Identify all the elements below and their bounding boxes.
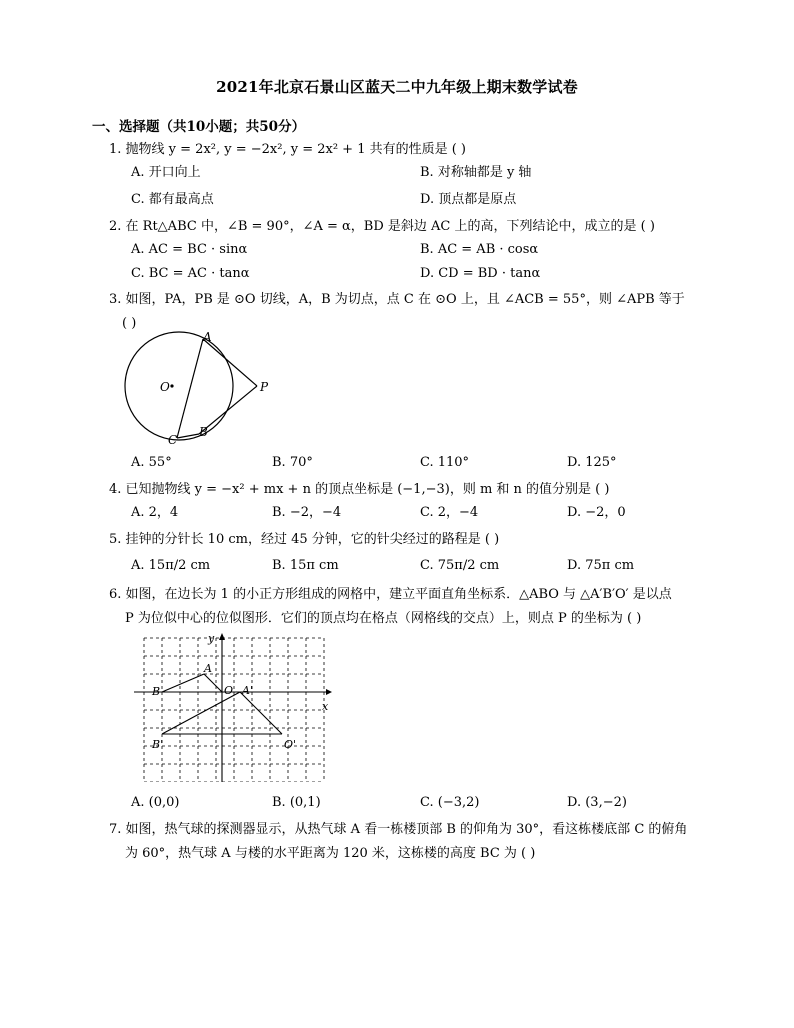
fig3-label-a: A bbox=[203, 330, 212, 344]
fig3-label-o: O bbox=[160, 380, 170, 394]
q5-option-b: B. 15π cm bbox=[272, 558, 339, 573]
section-heading: 一、选择题（共10小题；共50分） bbox=[92, 119, 306, 135]
q2-option-d: D. CD = BD · tanα bbox=[420, 266, 541, 281]
q3-option-a: A. 55° bbox=[131, 455, 172, 470]
fig6-label-b: B bbox=[152, 685, 161, 698]
question-6-stem-cont: P 为位似中心的位似图形．它们的顶点均在格点（网格线的交点）上，则点 P 的坐标为 ( ) bbox=[125, 611, 642, 626]
page-title: 2021年北京石景山区蓝天二中九年级上期末数学试卷 bbox=[216, 78, 578, 96]
q1-option-a: A. 开口向上 bbox=[131, 165, 201, 180]
question-7-stem: 7. 如图，热气球的探测器显示，从热气球 A 看一栋楼顶部 B 的仰角为 30°，看这栋楼底部 C 的俯角 bbox=[109, 822, 688, 837]
fig6-label-y: y bbox=[208, 632, 215, 645]
q6-option-d: D. (3,−2) bbox=[567, 795, 627, 810]
question-6-stem: 6. 如图，在边长为 1 的小正方形组成的网格中，建立平面直角坐标系．△ABO 与 △A′B′O′ 是以点 bbox=[109, 587, 672, 602]
fig6-label-a-prime: A' bbox=[242, 684, 253, 697]
q6-option-c: C. (−3,2) bbox=[420, 795, 480, 810]
q6-option-b: B. (0,1) bbox=[272, 795, 321, 810]
fig6-label-a: A bbox=[204, 662, 212, 675]
question-1-stem: 1. 抛物线 y = 2x², y = −2x², y = 2x² + 1 共有的性质是 ( ) bbox=[109, 142, 467, 157]
q3-option-b: B. 70° bbox=[272, 455, 313, 470]
question-3-stem-cont: ( ) bbox=[122, 316, 137, 331]
fig6-label-o: O bbox=[224, 684, 234, 697]
q2-option-b: B. AC = AB · cosα bbox=[420, 242, 539, 257]
question-2-stem: 2. 在 Rt△ABC 中，∠B = 90°，∠A = α，BD 是斜边 AC 上的高，下列结论中，成立的是 ( ) bbox=[109, 219, 655, 234]
q4-option-d: D. −2，0 bbox=[567, 505, 626, 520]
question-7-stem-cont: 为 60°，热气球 A 与楼的水平距离为 120 米，这栋楼的高度 BC 为 ( ) bbox=[125, 846, 536, 861]
q5-option-d: D. 75π cm bbox=[567, 558, 635, 573]
q1-option-b: B. 对称轴都是 y 轴 bbox=[420, 165, 532, 180]
q3-option-c: C. 110° bbox=[420, 455, 470, 470]
q5-option-c: C. 75π/2 cm bbox=[420, 558, 500, 573]
q1-option-c: C. 都有最高点 bbox=[131, 192, 214, 207]
q2-option-a: A. AC = BC · sinα bbox=[131, 242, 248, 257]
question-5-stem: 5. 挂钟的分针长 10 cm，经过 45 分钟，它的针尖经过的路程是 ( ) bbox=[109, 532, 500, 547]
fig3-label-c: C bbox=[168, 433, 178, 446]
q4-option-c: C. 2，−4 bbox=[420, 505, 479, 520]
q2-option-c: C. BC = AC · tanα bbox=[131, 266, 250, 281]
question-3-stem: 3. 如图，PA，PB 是 ⊙O 切线，A，B 为切点，点 C 在 ⊙O 上，且 ∠ACB = 55°，则 ∠APB 等于 bbox=[109, 292, 685, 307]
grid-coordinate-figure bbox=[134, 632, 334, 782]
fig3-label-p: P bbox=[260, 380, 269, 394]
fig3-label-b: B bbox=[199, 425, 208, 439]
fig6-label-x: x bbox=[322, 700, 329, 713]
q4-option-b: B. −2，−4 bbox=[272, 505, 342, 520]
q6-option-a: A. (0,0) bbox=[131, 795, 180, 810]
q1-option-d: D. 顶点都是原点 bbox=[420, 192, 517, 207]
question-4-stem: 4. 已知抛物线 y = −x² + mx + n 的顶点坐标是 (−1,−3)，则 m 和 n 的值分别是 ( ) bbox=[109, 482, 610, 497]
fig6-label-b-prime: B' bbox=[152, 738, 164, 751]
q3-option-d: D. 125° bbox=[567, 455, 617, 470]
fig6-label-o-prime: O' bbox=[284, 738, 297, 751]
q4-option-a: A. 2，4 bbox=[131, 505, 179, 520]
circle-tangent-figure bbox=[115, 326, 285, 446]
q5-option-a: A. 15π/2 cm bbox=[131, 558, 211, 573]
